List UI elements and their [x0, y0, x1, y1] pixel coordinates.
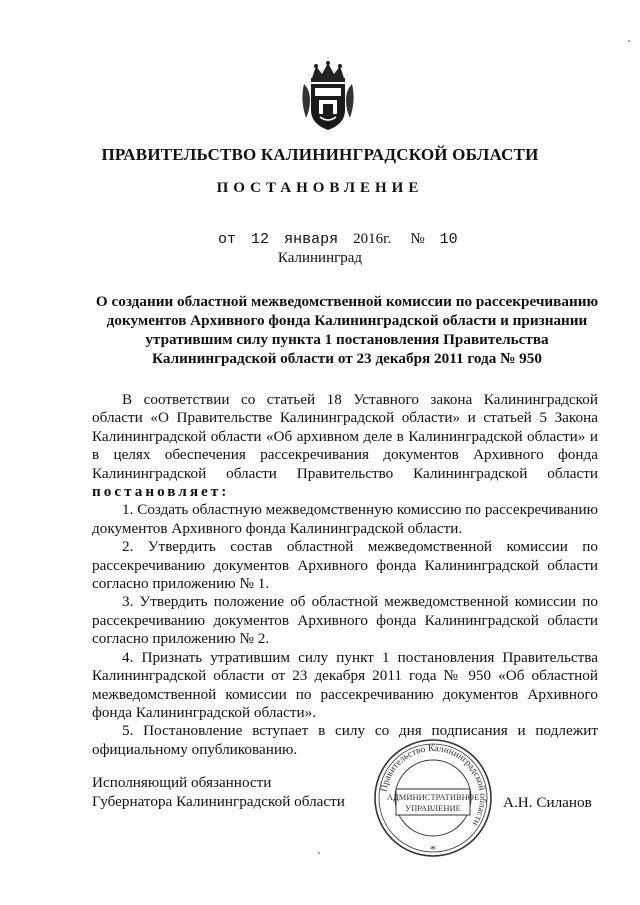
item-4: 4. Признать утратившим силу пункт 1 постановления Правительства Калининградской области от 23 декабря 2011 года № 950 «Об областной межведомственной комиссии по рассекречиванию документов Архивного фонда Калининградской области». [92, 648, 598, 721]
document-number: 10 [439, 231, 458, 248]
item-3: 3. Утвердить положение об областной межведомственной комиссии по рассекречиванию документов Архивного фонда Калининградской области согласно приложению № 2. [92, 593, 598, 648]
date-month: января [284, 231, 339, 248]
signatory-position [92, 773, 345, 811]
stamp-center-line-2: УПРАВЛЕНИЕ [405, 803, 461, 813]
date-prefix: от [218, 231, 237, 248]
document-body [92, 391, 598, 759]
scan-speck [628, 40, 630, 42]
signatory-name: А.Н. Силанов [503, 794, 592, 811]
document-subject: О создании областной межведомственной комиссии по рассекречиванию документов Архивного фонда Калининградской области и признании утратившим силу пункта 1 постановления Правительства Калининградской области от 23 декабря 2011 года № 950 [95, 293, 599, 367]
date-day: 12 [251, 231, 270, 248]
stamp-star: * [430, 842, 436, 856]
item-1: 1. Создать областную межведомственную комиссию по рассекречиванию документов Архивного фонда Калининградской области. [92, 501, 598, 537]
city: Калининград [277, 250, 363, 266]
government-title: ПРАВИТЕЛЬСТВО КАЛИНИНГРАДСКОЙ ОБЛАСТИ [101, 145, 539, 164]
coat-of-arms-emblem [298, 60, 358, 132]
stamp-ring-textpath: Правительство Калининградской области [379, 743, 488, 828]
position-line-1: Исполняющий обязанности [92, 774, 272, 791]
official-stamp [372, 737, 494, 859]
stamp-center-line-1: АДМИНИСТРАТИВНОЕ [386, 792, 480, 802]
item-2: 2. Утвердить состав областной межведомственной комиссии по рассекречиванию документов Архивного фонда Калининградской области согласно приложению № 1. [92, 538, 598, 593]
decree-word: постановляет: [92, 483, 230, 501]
preamble-text: В соответствии со статьей 18 Уставного закона Калининградской области «О Правительстве Калининградской области» и статьей 5 Закона Калининградской области «Об архивном деле в Калининградской области» и в целях обеспечения рассекречивания документов Архивного фонда Калининградской области Правительство Калининградской области [92, 391, 598, 482]
preamble-paragraph [92, 391, 598, 501]
document-type: ПОСТАНОВЛЕНИЕ [216, 180, 424, 196]
scan-speck [318, 852, 320, 854]
position-line-2: Губернатора Калининградской области [92, 793, 345, 810]
item-5: 5. Постановление вступает в силу со дня подписания и подлежит официальному опубликованию. [92, 722, 598, 758]
date-line [218, 231, 464, 248]
date-year: 2016г. [353, 231, 392, 247]
number-sign: № [410, 231, 425, 247]
